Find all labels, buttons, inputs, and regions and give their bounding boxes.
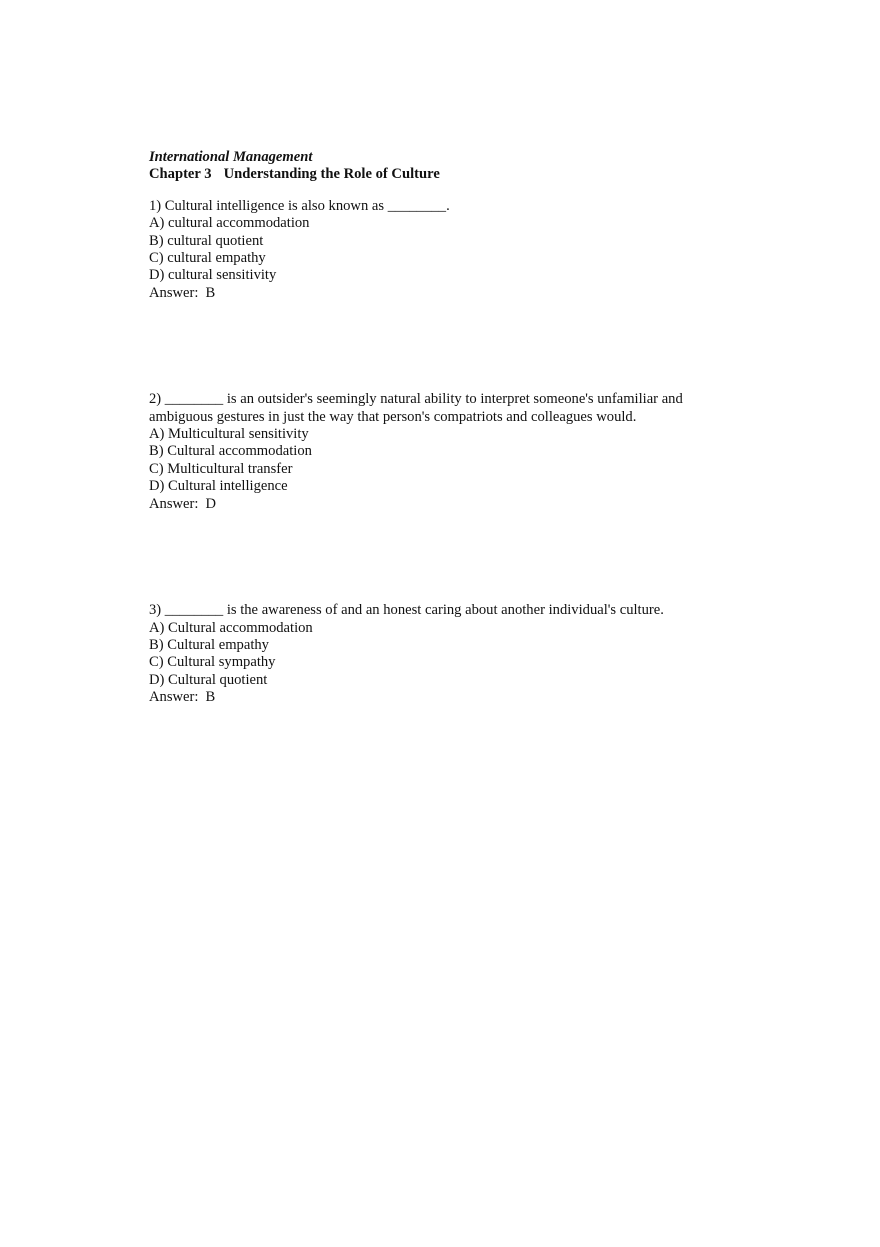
answer-label: Answer:	[149, 495, 199, 512]
question-stem: 3) ________ is the awareness of and an honest caring about another individual's culture.	[149, 602, 664, 619]
option-b: B) cultural quotient	[149, 232, 264, 249]
option-d: D) cultural sensitivity	[149, 267, 277, 284]
option-b: B) Cultural empathy	[149, 636, 269, 653]
option-c: C) Cultural sympathy	[149, 654, 276, 671]
option-d: D) Cultural quotient	[149, 671, 268, 688]
chapter-title: Understanding the Role of Culture	[223, 166, 440, 183]
question-stem: 2) ________ is an outsider's seemingly natural ability to interpret someone's unfamiliar and ambiguous gestures in just the way that person's compatriots and colleagues would.	[149, 391, 683, 425]
answer-value: D	[205, 495, 216, 512]
question-2	[149, 391, 749, 513]
chapter-heading	[149, 166, 749, 183]
answer-label: Answer:	[149, 689, 199, 706]
answer-value: B	[205, 689, 216, 706]
answer-label: Answer:	[149, 284, 199, 301]
answer-value: B	[205, 284, 216, 301]
document-content	[149, 149, 749, 707]
question-stem: 1) Cultural intelligence is also known as ________.	[149, 197, 450, 214]
answer-line	[149, 496, 749, 513]
option-b: B) Cultural accommodation	[149, 443, 312, 460]
option-c: C) cultural empathy	[149, 250, 266, 267]
question-1	[149, 198, 749, 302]
answer-line	[149, 689, 749, 706]
question-3	[149, 602, 749, 706]
option-d: D) Cultural intelligence	[149, 478, 288, 495]
option-a: A) Multicultural sensitivity	[149, 426, 309, 443]
option-c: C) Multicultural transfer	[149, 460, 293, 477]
answer-line	[149, 285, 749, 302]
chapter-number: Chapter 3	[149, 166, 212, 183]
option-a: A) cultural accommodation	[149, 215, 310, 232]
book-title: International Management	[149, 149, 313, 165]
option-a: A) Cultural accommodation	[149, 619, 313, 636]
